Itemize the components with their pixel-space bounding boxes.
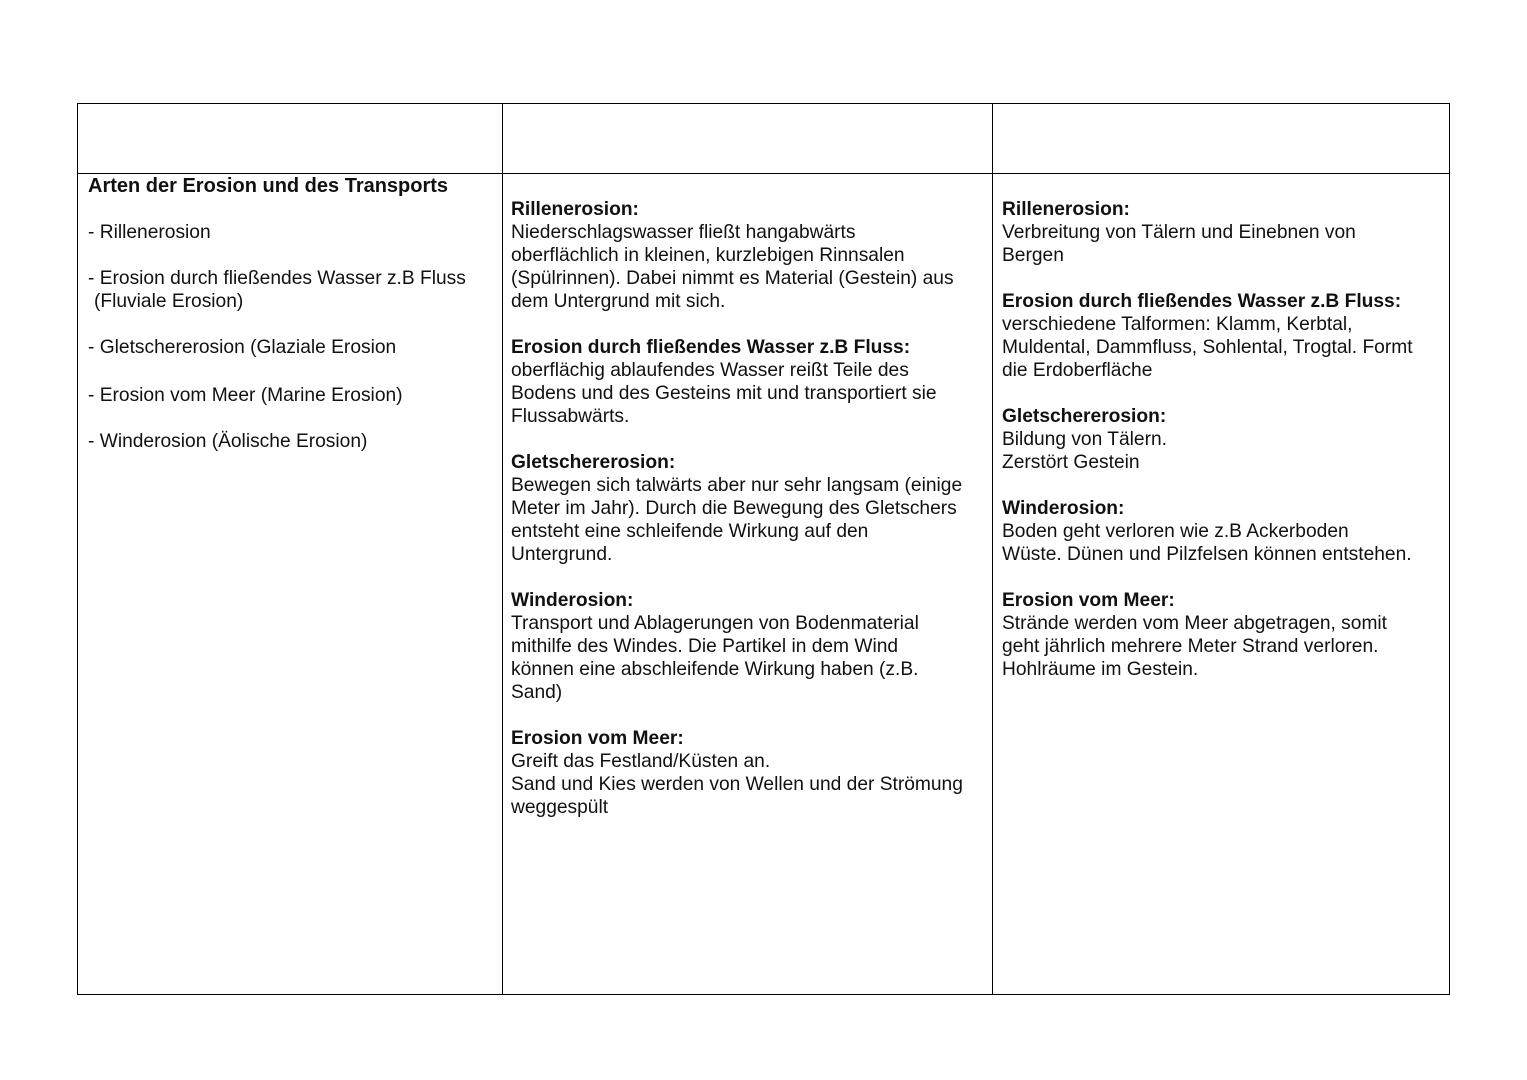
entry-title: Gletschererosion: [1002, 406, 1167, 427]
entry-line: Greift das Festland/Küsten an. [511, 751, 771, 772]
description-entry [511, 727, 991, 819]
entry-title: Rillenerosion: [511, 199, 639, 220]
entry-line: geht jährlich mehrere Meter Strand verloren. [1002, 636, 1379, 657]
entry-line: (Spülrinnen). Dabei nimmt es Material (Gestein) aus [511, 268, 954, 289]
effect-entry [1002, 290, 1442, 382]
description-entry [511, 336, 991, 428]
entry-line: Bildung von Tälern. [1002, 429, 1167, 450]
entry-title: Winderosion: [511, 590, 634, 611]
entry-line: können eine abschleifende Wirkung haben (z.B. [511, 659, 919, 680]
list-item-text: - Erosion durch fließendes Wasser z.B Fluss [88, 268, 466, 289]
list-item-text: - Erosion vom Meer (Marine Erosion) [88, 385, 403, 406]
erosion-types-heading: Arten der Erosion und des Transports [88, 175, 449, 197]
entry-line: Verbreitung von Tälern und Einebnen von [1002, 222, 1356, 243]
entry-line: weggespült [511, 797, 609, 818]
entry-line: Zerstört Gestein [1002, 452, 1140, 473]
description-entry [511, 589, 991, 704]
entry-title: Erosion durch fließendes Wasser z.B Fluss: [511, 337, 911, 358]
list-item-text: - Rillenerosion [88, 222, 211, 243]
entry-line: mithilfe des Windes. Die Partikel in dem Wind [511, 636, 899, 657]
description-entry [511, 451, 991, 566]
list-item [88, 430, 493, 453]
list-item [88, 336, 493, 359]
erosion-table [77, 103, 1450, 995]
entry-line: oberflächig ablaufendes Wasser reißt Teile des [511, 360, 909, 381]
entry-title: Erosion vom Meer: [511, 728, 684, 749]
entry-line: Niederschlagswasser fließt hangabwärts [511, 222, 856, 243]
entry-line: Transport und Ablagerungen von Bodenmaterial [511, 613, 919, 634]
entry-title: Winderosion: [1002, 498, 1125, 519]
entry-title: Erosion durch fließendes Wasser z.B Fluss: [1002, 291, 1402, 312]
list-item [88, 267, 493, 313]
entry-line: Bewegen sich talwärts aber nur sehr langsam (einige [511, 475, 963, 496]
effects-cell [1002, 198, 1442, 704]
column-divider-1 [502, 104, 503, 994]
effect-entry [1002, 589, 1442, 681]
entry-title: Gletschererosion: [511, 452, 676, 473]
description-entry [511, 198, 991, 313]
effect-entry [1002, 198, 1442, 267]
column-divider-2 [992, 104, 993, 994]
entry-line: Wüste. Dünen und Pilzfelsen können entstehen. [1002, 544, 1412, 565]
header-row-divider [78, 173, 1449, 174]
entry-line: Bergen [1002, 245, 1064, 266]
process-description-cell [511, 198, 991, 842]
entry-line: oberflächlich in kleinen, kurzlebigen Rinnsalen [511, 245, 905, 266]
entry-line: Meter im Jahr). Durch die Bewegung des Gletschers [511, 498, 957, 519]
entry-line: Sand) [511, 682, 563, 703]
entry-title: Rillenerosion: [1002, 199, 1130, 220]
entry-line: Strände werden vom Meer abgetragen, somit [1002, 613, 1388, 634]
list-item [88, 384, 493, 407]
list-item [88, 221, 493, 244]
list-item-text: - Gletschererosion (Glaziale Erosion [88, 337, 397, 358]
entry-line: Boden geht verloren wie z.B Ackerboden [1002, 521, 1349, 542]
entry-line: dem Untergrund mit sich. [511, 291, 726, 312]
list-item-subtext: (Fluviale Erosion) [94, 291, 244, 312]
entry-line: Sand und Kies werden von Wellen und der Strömung [511, 774, 963, 795]
entry-title: Erosion vom Meer: [1002, 590, 1175, 611]
entry-line: Bodens und des Gesteins mit und transportiert sie [511, 383, 937, 404]
effect-entry [1002, 497, 1442, 566]
entry-line: Untergrund. [511, 544, 613, 565]
erosion-types-cell [88, 175, 493, 476]
entry-line: verschiedene Talformen: Klamm, Kerbtal, [1002, 314, 1353, 335]
entry-line: Muldental, Dammfluss, Sohlental, Trogtal. Formt [1002, 337, 1413, 358]
entry-line: entsteht eine schleifende Wirkung auf den [511, 521, 869, 542]
effect-entry [1002, 405, 1442, 474]
entry-line: Hohlräume im Gestein. [1002, 659, 1199, 680]
entry-line: Flussabwärts. [511, 406, 630, 427]
list-item-text: - Winderosion (Äolische Erosion) [88, 431, 368, 452]
entry-line: die Erdoberfläche [1002, 360, 1153, 381]
